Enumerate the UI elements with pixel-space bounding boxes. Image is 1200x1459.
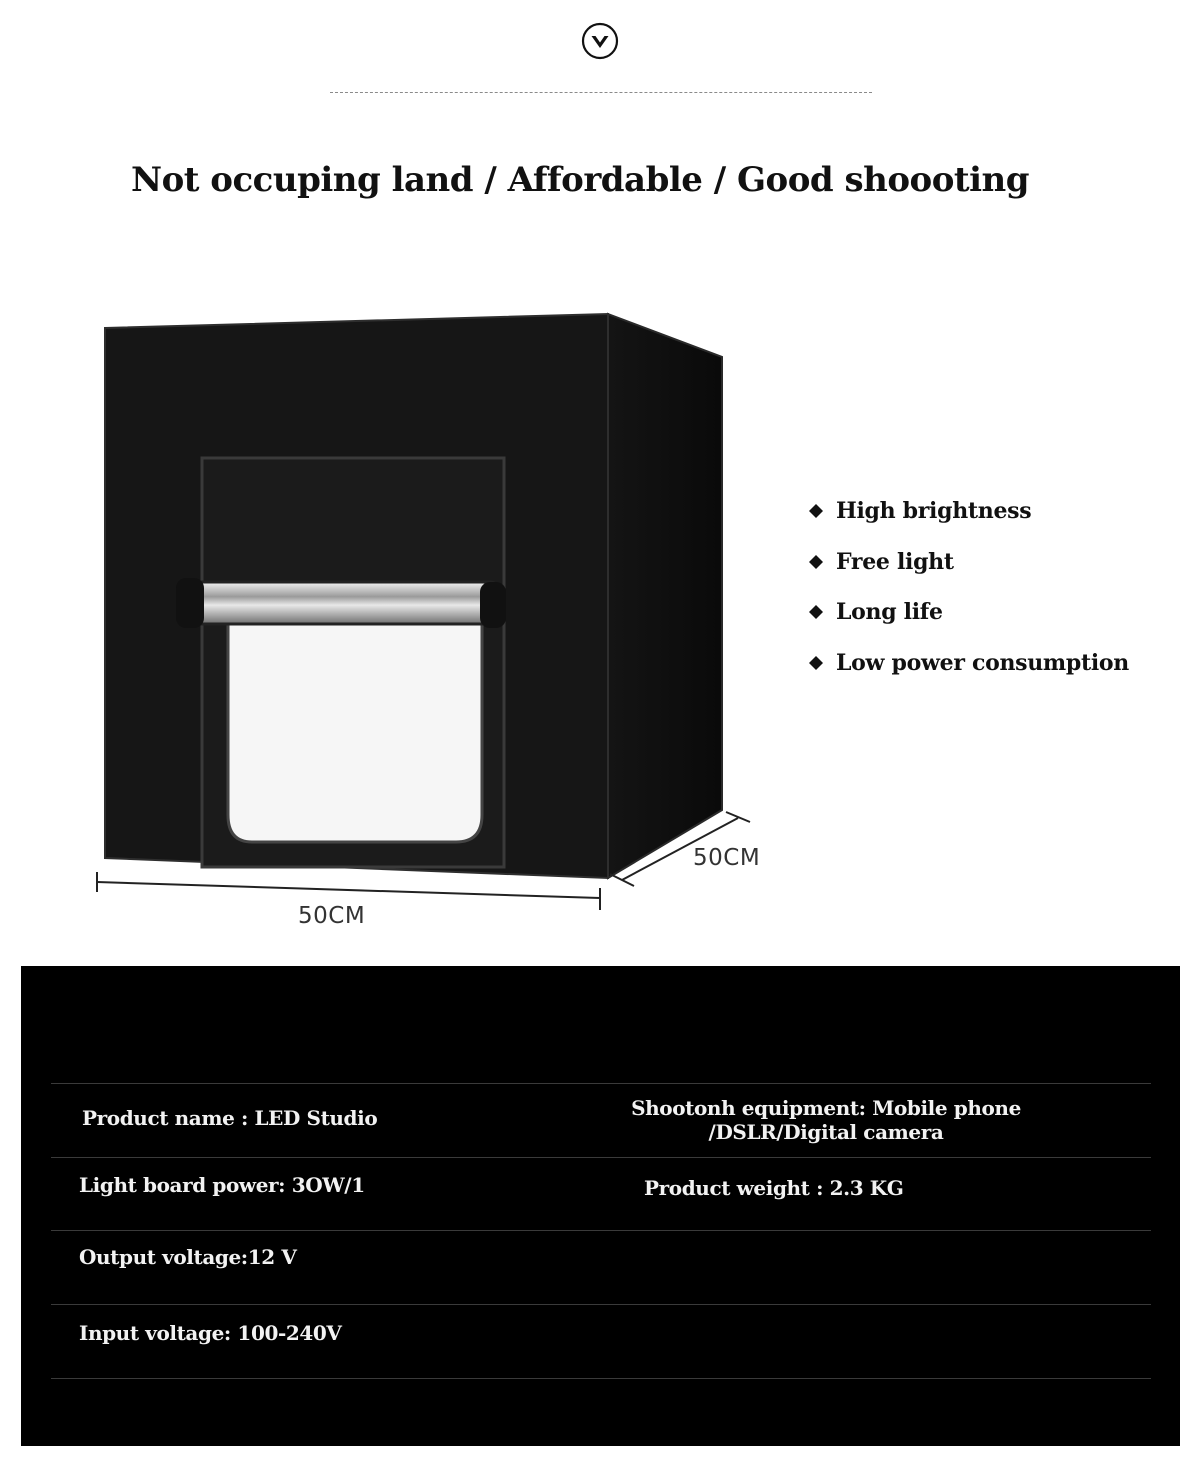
- spec-divider: [51, 1083, 1151, 1084]
- feature-item: [808, 599, 943, 625]
- roll-right-cap: [480, 582, 506, 628]
- diamond-bullet-icon: [808, 554, 824, 570]
- feature-item: [808, 549, 954, 575]
- spec-shooting-equipment-line2: /DSLR/Digital camera: [708, 1120, 944, 1144]
- specs-panel: [21, 966, 1180, 1446]
- chevron-down-circle-icon: [580, 21, 620, 61]
- feature-label: Long life: [836, 599, 943, 625]
- feature-item: [808, 650, 1129, 676]
- headline: Not occuping land / Affordable / Good shoooting: [130, 160, 1029, 200]
- spec-divider: [51, 1304, 1151, 1305]
- spec-light-board-power: Light board power: 3OW/1: [79, 1173, 365, 1197]
- feature-label: High brightness: [836, 498, 1032, 524]
- spec-output-voltage: Output voltage:12 V: [79, 1245, 297, 1269]
- diamond-bullet-icon: [808, 604, 824, 620]
- spec-shooting-equipment: [631, 1096, 1021, 1144]
- feature-label: Free light: [836, 549, 954, 575]
- spec-product-name: Product name : LED Studio: [82, 1106, 378, 1130]
- roll-left-cap: [176, 578, 204, 628]
- spec-divider: [51, 1157, 1151, 1158]
- box-side-face: [608, 314, 722, 878]
- spec-divider: [51, 1230, 1151, 1231]
- feature-item: [808, 498, 1031, 524]
- spec-divider: [51, 1378, 1151, 1379]
- spec-shooting-equipment-line1: Shootonh equipment: Mobile phone: [631, 1096, 1021, 1120]
- top-divider: [330, 92, 872, 93]
- box-window-opening: [228, 622, 482, 842]
- spec-product-weight: Product weight : 2.3 KG: [644, 1176, 904, 1200]
- diamond-bullet-icon: [808, 503, 824, 519]
- feature-label: Low power consumption: [836, 650, 1129, 676]
- light-box-illustration: [80, 300, 800, 950]
- width-dimension-label: 50CM: [298, 903, 366, 929]
- depth-dimension-label: 50CM: [693, 845, 761, 871]
- spec-input-voltage: Input voltage: 100-240V: [79, 1321, 342, 1345]
- diamond-bullet-icon: [808, 655, 824, 671]
- rolled-flap: [182, 582, 500, 624]
